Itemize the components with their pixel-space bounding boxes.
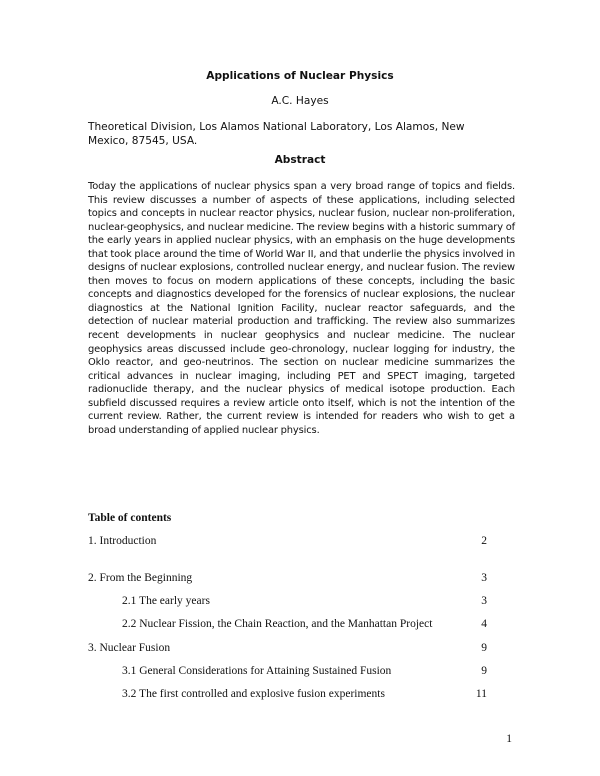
toc-entry-title: 1. Introduction xyxy=(88,535,157,547)
toc-entry-title: 3. Nuclear Fusion xyxy=(88,642,171,654)
toc-entry-title: 2.1 The early years xyxy=(122,595,210,607)
toc-entry xyxy=(0,535,600,551)
toc-entry-title: 2.2 Nuclear Fission, the Chain Reaction, and the Manhattan Project xyxy=(122,618,433,630)
toc-entry-title: 3.2 The first controlled and explosive fusion experiments xyxy=(122,688,385,700)
toc-entry xyxy=(0,665,600,681)
toc-entry-page: 3 xyxy=(481,595,487,607)
toc-entry-page: 4 xyxy=(481,618,487,630)
paper-author: A.C. Hayes xyxy=(271,95,329,107)
toc-entry-page: 3 xyxy=(481,572,487,584)
toc-entry-page: 9 xyxy=(481,665,487,677)
toc-entry-page: 9 xyxy=(481,642,487,654)
toc-entry xyxy=(0,572,600,588)
abstract-body: Today the applications of nuclear physics span a very broad range of topics and fields. This review discusses a number of aspects of these applications, including selected topics and concepts in nuclear reactor physics, nuclear fusion, nuclear non-proliferation, nuclear-geophysics, and nuclear medicine. The review begins with a historic summary of the early years in applied nuclear physics, with an emphasis on the huge developments that took place around the time of World War II, and that underlie the physics involved in designs of nuclear explosions, controlled nuclear energy, and nuclear fusion. The review then moves to focus on modern applications of these concepts, including the basic concepts and diagnostics developed for the forensics of nuclear explosions, the nuclear diagnostics at the National Ignition Facility, nuclear reactor safeguards, and the detection of nuclear material production and trafficking. The review also summarizes recent developments in nuclear geophysics and nuclear medicine. The nuclear geophysics areas discussed include geo-chronology, nuclear logging for industry, the Oklo reactor, and geo-neutrinos. The section on nuclear medicine summarizes the critical advances in nuclear imaging, including PET and SPECT imaging, targeted radionuclide therapy, and the nuclear physics of medical isotope production. Each subfield discussed requires a review article onto itself, which is not the intention of the current review. Rather, the current review is intended for readers who wish to get a broad understanding of applied nuclear physics. xyxy=(88,181,515,436)
toc-entry xyxy=(0,642,600,658)
toc-entry xyxy=(0,595,600,611)
toc-heading: Table of contents xyxy=(88,512,172,524)
toc-entry-title: 3.1 General Considerations for Attaining Sustained Fusion xyxy=(122,665,392,677)
toc-entry-page: 2 xyxy=(481,535,487,547)
toc-entry xyxy=(0,618,600,634)
author-affiliation: Theoretical Division, Los Alamos National Laboratory, Los Alamos, New Mexico, 87545, USA. xyxy=(88,121,465,147)
paper-title: Applications of Nuclear Physics xyxy=(206,70,394,82)
abstract-heading: Abstract xyxy=(274,154,326,166)
toc-entry-page: 11 xyxy=(475,688,487,700)
toc-entry xyxy=(0,688,600,704)
page-number: 1 xyxy=(506,733,512,745)
toc-entry-title: 2. From the Beginning xyxy=(88,572,193,584)
